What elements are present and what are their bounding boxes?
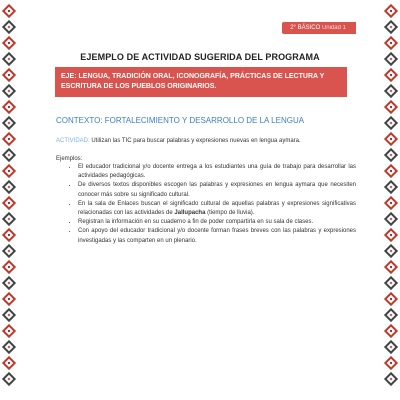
- list-item-text: (tiempo de lluvia).: [205, 210, 255, 217]
- border-motif-icon: [384, 308, 398, 322]
- border-motif-icon: [2, 36, 16, 50]
- border-motif-icon: [2, 84, 16, 98]
- border-motif-icon: [384, 148, 398, 162]
- border-motif-icon: [384, 372, 398, 386]
- actividad-label: ACTIVIDAD:: [56, 138, 90, 144]
- ejemplos-label: Ejemplos:: [56, 156, 83, 162]
- border-motif-icon: [384, 356, 398, 370]
- border-motif-icon: [384, 84, 398, 98]
- list-item: [78, 200, 356, 218]
- border-motif-icon: [384, 116, 398, 130]
- border-motif-icon: [2, 100, 16, 114]
- border-motif-icon: [2, 356, 16, 370]
- border-motif-icon: [2, 196, 16, 210]
- border-motif-icon: [384, 180, 398, 194]
- border-motif-icon: [2, 260, 16, 274]
- border-motif-icon: [384, 36, 398, 50]
- border-motif-icon: [384, 276, 398, 290]
- border-motif-icon: [2, 132, 16, 146]
- border-motif-icon: [384, 244, 398, 258]
- badge-grade: 2° BÁSICO: [290, 25, 321, 31]
- border-motif-icon: [384, 164, 398, 178]
- border-motif-icon: [2, 292, 16, 306]
- border-motif-icon: [384, 212, 398, 226]
- border-motif-icon: [384, 4, 398, 18]
- grade-unit-badge: [282, 22, 356, 34]
- badge-unit: Unidad 1: [321, 25, 346, 31]
- list-item: • Con apoyo del educador tradicional y/o docente forman frases breves con las palabras y expresiones investigadas y las comparten en un plenario.: [78, 227, 356, 245]
- border-motif-icon: [384, 196, 398, 210]
- border-motif-icon: [2, 20, 16, 34]
- border-motif-icon: [2, 212, 16, 226]
- jallupacha-term: Jallupacha: [174, 210, 206, 217]
- border-motif-icon: [2, 340, 16, 354]
- border-motif-icon: [384, 132, 398, 146]
- actividad-line: [56, 138, 356, 144]
- list-item: • El educador tradicional y/o docente entrega a los estudiantes una guía de trabajo para desarrollar las actividades pedagógicas.: [78, 163, 356, 181]
- list-item: • De diversos textos disponibles escogen las palabras y expresiones en lengua aymara que necesiten conocer más sobre su significado cultural.: [78, 181, 356, 199]
- page-title: EJEMPLO DE ACTIVIDAD SUGERIDA DEL PROGRAMA: [80, 52, 320, 62]
- border-motif-icon: [2, 276, 16, 290]
- list-item: • Registran la información en su cuaderno a fin de poder compartirla en su sala de clases.: [78, 218, 356, 227]
- border-motif-icon: [2, 164, 16, 178]
- border-motif-icon: [2, 180, 16, 194]
- border-motif-icon: [2, 324, 16, 338]
- border-motif-icon: [384, 292, 398, 306]
- actividad-text: Utilizan las TIC para buscar palabras y expresiones nuevas en lengua aymara.: [89, 138, 301, 144]
- border-motif-icon: [384, 260, 398, 274]
- border-motif-icon: [2, 68, 16, 82]
- border-motif-icon: [2, 148, 16, 162]
- examples-list: [66, 163, 356, 246]
- border-motif-icon: [2, 228, 16, 242]
- border-motif-icon: [384, 68, 398, 82]
- border-motif-icon: [384, 100, 398, 114]
- border-motif-icon: [384, 324, 398, 338]
- eje-banner: EJE: LENGUA, TRADICIÓN ORAL, ICONOGRAFÍA, PRÁCTICAS DE LECTURA Y ESCRITURA DE LOS PUEBLOS ORIGINARIOS.: [55, 67, 347, 97]
- border-motif-icon: [2, 308, 16, 322]
- border-motif-icon: [2, 116, 16, 130]
- border-motif-icon: [2, 372, 16, 386]
- border-motif-icon: [2, 244, 16, 258]
- border-motif-icon: [2, 4, 16, 18]
- border-motif-icon: [384, 228, 398, 242]
- contexto-heading: CONTEXTO: FORTALECIMIENTO Y DESARROLLO DE LA LENGUA: [56, 116, 305, 125]
- border-motif-icon: [384, 20, 398, 34]
- list-item-text: En la sala de Enlaces buscan el significado cultural de aquellas palabras y expresiones significativas relacionadas con las actividades de: [78, 200, 356, 217]
- border-motif-icon: [384, 340, 398, 354]
